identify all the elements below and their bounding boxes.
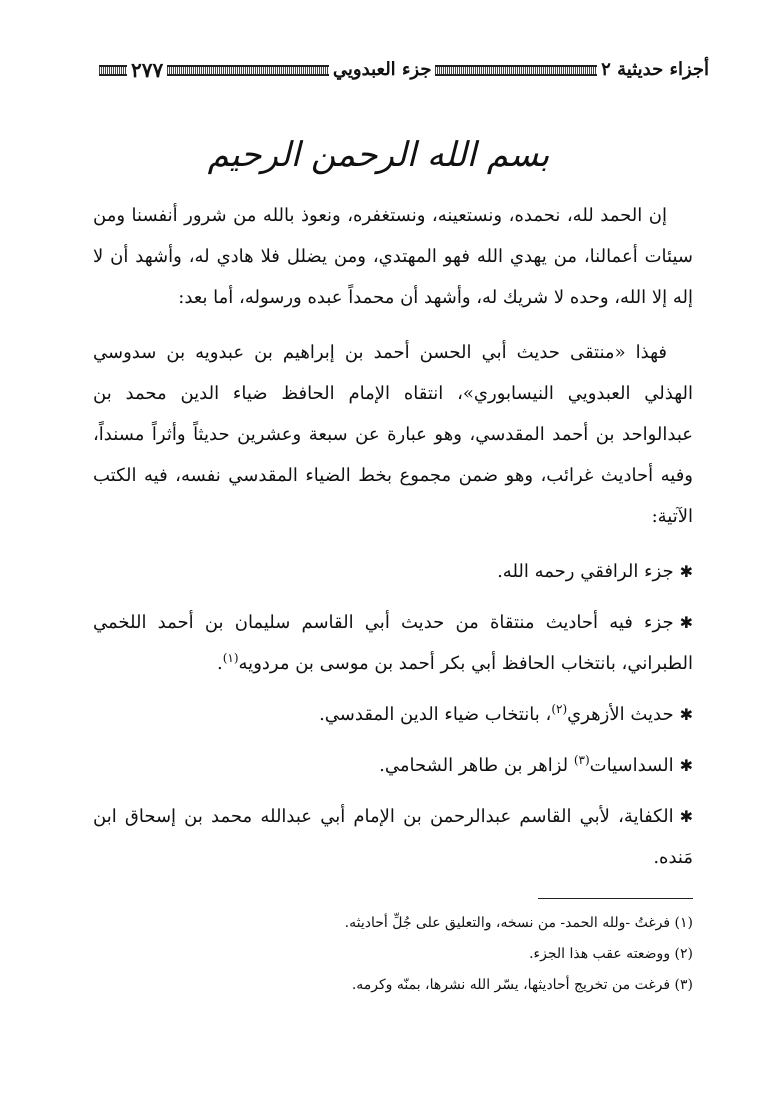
book-title: أجزاء حديثية ٢ <box>601 59 709 80</box>
intro-paragraph: إن الحمد لله، نحمده، ونستعينه، ونستغفره، ونعوذ بالله من شرور أنفسنا ومن سيئات أعمالنا، من يهدي الله فهو المهتدي، ومن يضلل فلا هادي له، وأشهد أن لا إله إلا الله، وحده لا شريك له، وأشهد أن محمداً عبده ورسوله، أما بعد: <box>93 205 693 308</box>
running-header <box>95 52 709 88</box>
footnote-separator <box>538 898 693 899</box>
list-item-tail: ، بانتخاب ضياء الدين المقدسي. <box>319 704 552 725</box>
page-number: ٢٧٧ <box>130 58 164 82</box>
main-text <box>93 195 693 888</box>
list-item-tail: لزاهر بن طاهر الشحامي. <box>379 755 574 776</box>
footnotes <box>173 908 693 1001</box>
asterisk-icon: ✱ <box>679 756 693 775</box>
header-rule <box>435 65 597 76</box>
footnote: (٣) فرغت من تخريج أحاديثها، يسّر الله نشرها، بمنّه وكرمه. <box>351 977 693 993</box>
part-title: جزء العبدويي <box>332 59 432 80</box>
list-item <box>93 694 693 735</box>
list-item-text: حديث الأزهري <box>567 704 674 725</box>
list-item-text: جزء فيه أحاديث منتقاة من حديث أبي القاسم سليمان بن أحمد اللخمي الطبراني، بانتخاب الحافظ أبي بكر أحمد بن موسى بن مردويه <box>93 612 693 674</box>
asterisk-icon: ✱ <box>679 562 693 581</box>
list-item <box>93 551 693 592</box>
list-item-tail: . <box>216 653 223 674</box>
description-paragraph: فهذا «منتقى حديث أبي الحسن أحمد بن إبراهيم بن عبدويه بن سدوسي الهذلي العبدويي النيسابوري»، انتقاه الإمام الحافظ ضياء الدين محمد بن عبدالواحد بن أحمد المقدسي، وهو عبارة عن سبعة وعشرين حديثاً وأثراً مسنداً، وفيه أحاديث غرائب، وهو ضمن مجموع بخط الضياء المقدسي نفسه، فيه الكتب الآتية: <box>93 342 693 527</box>
list-item-text: جزء الرافقي رحمه الله. <box>497 561 674 582</box>
asterisk-icon: ✱ <box>679 613 693 632</box>
header-rule <box>99 65 127 76</box>
asterisk-icon: ✱ <box>679 705 693 724</box>
basmala-calligraphy: بسم الله الرحمن الرحيم <box>207 135 550 175</box>
footnote-ref: (٣) <box>573 753 590 767</box>
list-item <box>93 602 693 684</box>
footnote-ref: (١) <box>222 651 239 665</box>
asterisk-icon: ✱ <box>679 807 693 826</box>
header-rule <box>167 65 329 76</box>
list-item <box>93 745 693 786</box>
list-item-text: الكفاية، لأبي القاسم عبدالرحمن بن الإمام أبي عبدالله محمد بن إسحاق ابن مَنده. <box>93 806 693 868</box>
list-item <box>93 796 693 878</box>
list-item-text: السداسيات <box>589 755 674 776</box>
footnote-ref: (٢) <box>551 702 568 716</box>
footnote: (١) فرغتُ -ولله الحمد- من نسخه، والتعليق على جُلِّ أحاديثه. <box>344 915 693 931</box>
footnote: (٢) ووضعته عقب هذا الجزء. <box>529 946 693 962</box>
